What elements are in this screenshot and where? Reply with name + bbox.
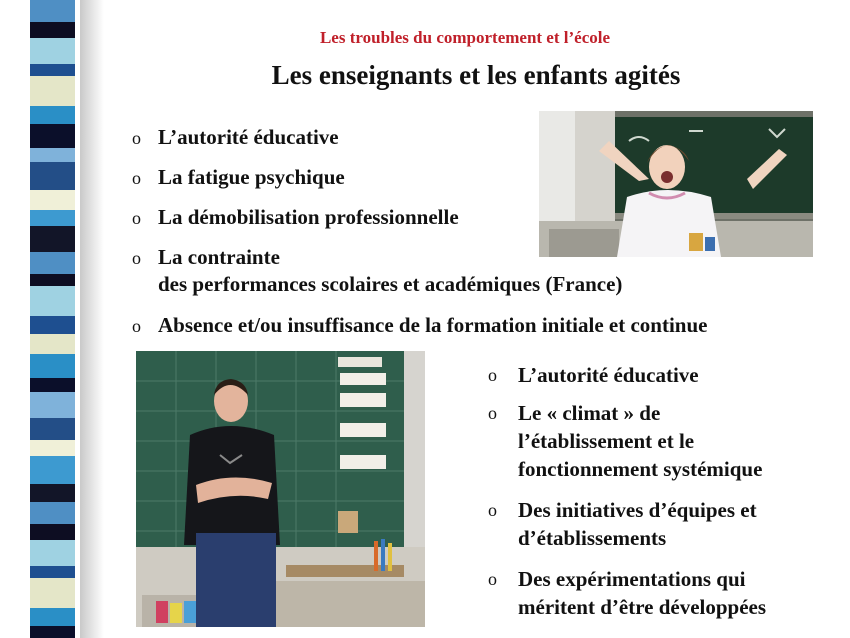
- stripe-block: [30, 76, 75, 106]
- stripe-block: [30, 252, 75, 274]
- bullet-item: [488, 361, 699, 389]
- stripe-block: [30, 210, 75, 226]
- bullet-text-line: Des initiatives d’équipes et: [518, 498, 757, 522]
- stripe-block: [30, 524, 75, 540]
- stripe-block: [30, 566, 75, 578]
- teacher-arms-crossed-photo: [136, 351, 425, 627]
- stripe-shadow: [80, 0, 104, 638]
- bullet-continuation: des performances scolaires et académiques (France): [158, 272, 623, 296]
- bullet-marker: o: [488, 569, 497, 589]
- bullet-text: La démobilisation professionnelle: [158, 205, 459, 229]
- bullet-text-line: Des expérimentations qui: [518, 567, 746, 591]
- stripe-block: [30, 440, 75, 456]
- bullet-item: [132, 311, 707, 340]
- stripe-block: [30, 38, 75, 64]
- bullet-text: La contrainte: [158, 245, 280, 269]
- bullet-item: [488, 496, 757, 552]
- slide-title: Les enseignants et les enfants agités: [271, 60, 681, 90]
- teacher-cheering-photo: [539, 111, 813, 257]
- stripe-block: [30, 626, 75, 638]
- bullet-item: [488, 399, 763, 483]
- bullet-marker: o: [132, 128, 141, 148]
- bullet-marker: o: [488, 500, 497, 520]
- bullet-marker: o: [132, 316, 141, 336]
- bullet-marker: o: [132, 168, 141, 188]
- stripe-block: [30, 392, 75, 418]
- bullet-item: [132, 243, 280, 272]
- bullet-marker: o: [132, 208, 141, 228]
- stripe-block: [30, 64, 75, 76]
- slide-subtitle: Les troubles du comportement et l’école: [319, 28, 611, 47]
- stripe-block: [30, 274, 75, 286]
- bullet-text: Absence et/ou insuffisance de la formation initiale et continue: [158, 313, 708, 337]
- stripe-block: [30, 190, 75, 210]
- stripe-block: [30, 354, 75, 378]
- decorative-stripe-band: [0, 0, 80, 638]
- bullet-marker: o: [488, 403, 497, 423]
- stripe-block: [30, 162, 75, 190]
- stripe-block: [30, 316, 75, 334]
- bullet-marker: o: [488, 365, 497, 385]
- bullet-item: [132, 203, 459, 232]
- bullet-text-line: méritent d’être développées: [518, 595, 767, 619]
- bullet-text-line: l’établissement et le: [518, 429, 695, 453]
- bullet-text-line: d’établissements: [518, 526, 667, 550]
- stripe-block: [30, 608, 75, 626]
- stripe-block: [30, 484, 75, 502]
- stripe-block: [30, 22, 75, 38]
- bullet-text-line: fonctionnement systémique: [518, 457, 763, 481]
- stripe-block: [30, 540, 75, 566]
- stripe-block: [30, 106, 75, 124]
- bullet-text: L’autorité éducative: [158, 125, 339, 149]
- bullet-text: L’autorité éducative: [518, 363, 699, 387]
- stripe-block: [30, 0, 75, 22]
- bullet-item: [132, 123, 339, 152]
- stripe-block: [30, 334, 75, 354]
- bullet-text-line: Le « climat » de: [518, 401, 661, 425]
- stripe-block: [30, 418, 75, 440]
- stripe-block: [30, 226, 75, 252]
- stripe-block: [30, 378, 75, 392]
- stripe-block: [30, 578, 75, 608]
- bullet-item: [488, 565, 767, 621]
- stripe-block: [30, 124, 75, 148]
- bullet-text: La fatigue psychique: [158, 165, 345, 189]
- bullet-item: [132, 163, 345, 192]
- stripe-block: [30, 148, 75, 162]
- bullet-marker: o: [132, 248, 141, 268]
- stripe-block: [30, 286, 75, 316]
- stripe-block: [30, 456, 75, 484]
- stripe-block: [30, 502, 75, 524]
